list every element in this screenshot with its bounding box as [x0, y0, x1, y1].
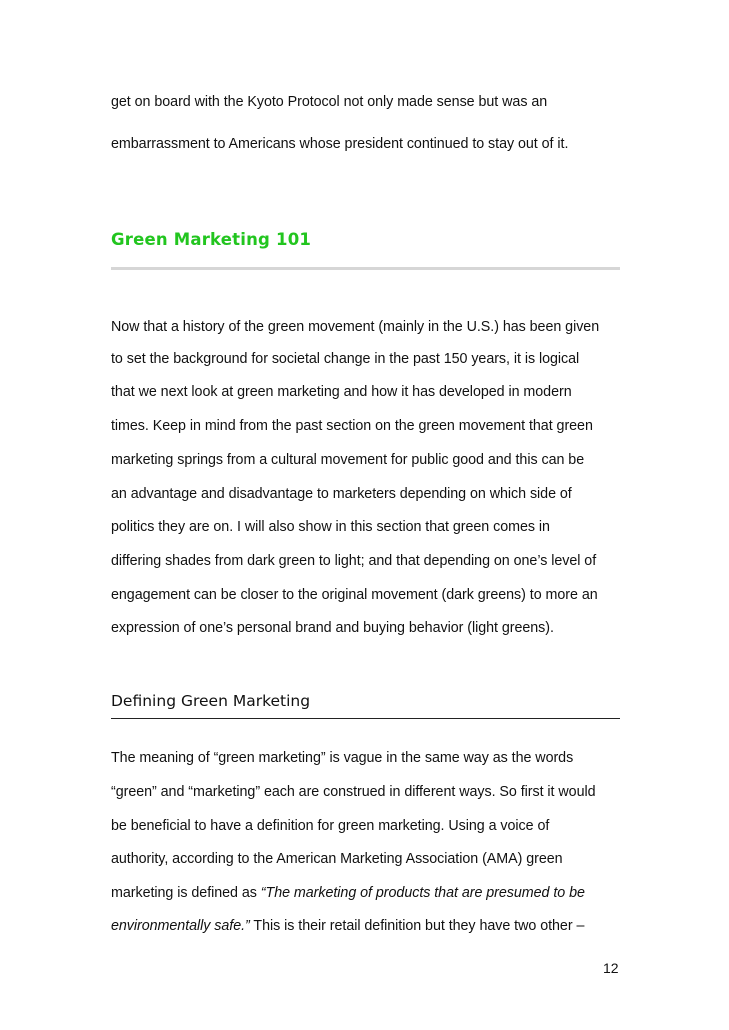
paragraph-line: politics they are on. I will also show in this section that green comes in [111, 519, 550, 535]
paragraph-text: marketing is defined as [111, 885, 261, 901]
paragraph-line: differing shades from dark green to light; and that depending on one’s level of [111, 553, 597, 569]
paragraph-line [111, 884, 585, 902]
paragraph-line: times. Keep in mind from the past section on the green movement that green [111, 418, 593, 434]
ama-definition-quote: environmentally safe.” [111, 918, 250, 934]
paragraph-line: to set the background for societal change in the past 150 years, it is logical [111, 351, 580, 367]
page-number: 12 [603, 960, 619, 976]
subsection-heading: Defining Green Marketing [111, 692, 311, 710]
paragraph-line: engagement can be closer to the original movement (dark greens) to more an [111, 587, 598, 603]
intro-line: embarrassment to Americans whose president continued to stay out of it. [111, 136, 569, 152]
subsection-heading-rule [111, 718, 620, 719]
paragraph-line: be beneficial to have a definition for green marketing. Using a voice of [111, 818, 550, 834]
intro-line: get on board with the Kyoto Protocol not only made sense but was an [111, 94, 548, 110]
section-heading-rule [111, 267, 620, 270]
paragraph-line [111, 917, 584, 935]
paragraph-line: Now that a history of the green movement (mainly in the U.S.) has been given [111, 319, 600, 335]
paragraph-line: expression of one’s personal brand and buying behavior (light greens). [111, 620, 554, 636]
section-heading: Green Marketing 101 [111, 230, 312, 249]
paragraph-line: that we next look at green marketing and how it has developed in modern [111, 384, 572, 400]
paragraph-line: The meaning of “green marketing” is vague in the same way as the words [111, 750, 574, 766]
paragraph-line: an advantage and disadvantage to marketers depending on which side of [111, 486, 572, 502]
paragraph-line: “green” and “marketing” each are construed in different ways. So first it would [111, 784, 596, 800]
paragraph-line: marketing springs from a cultural movement for public good and this can be [111, 452, 585, 468]
ama-definition-quote: “The marketing of products that are presumed to be [260, 885, 585, 901]
paragraph-text: This is their retail definition but they have two other – [249, 918, 585, 934]
paragraph-line: authority, according to the American Marketing Association (AMA) green [111, 851, 563, 867]
